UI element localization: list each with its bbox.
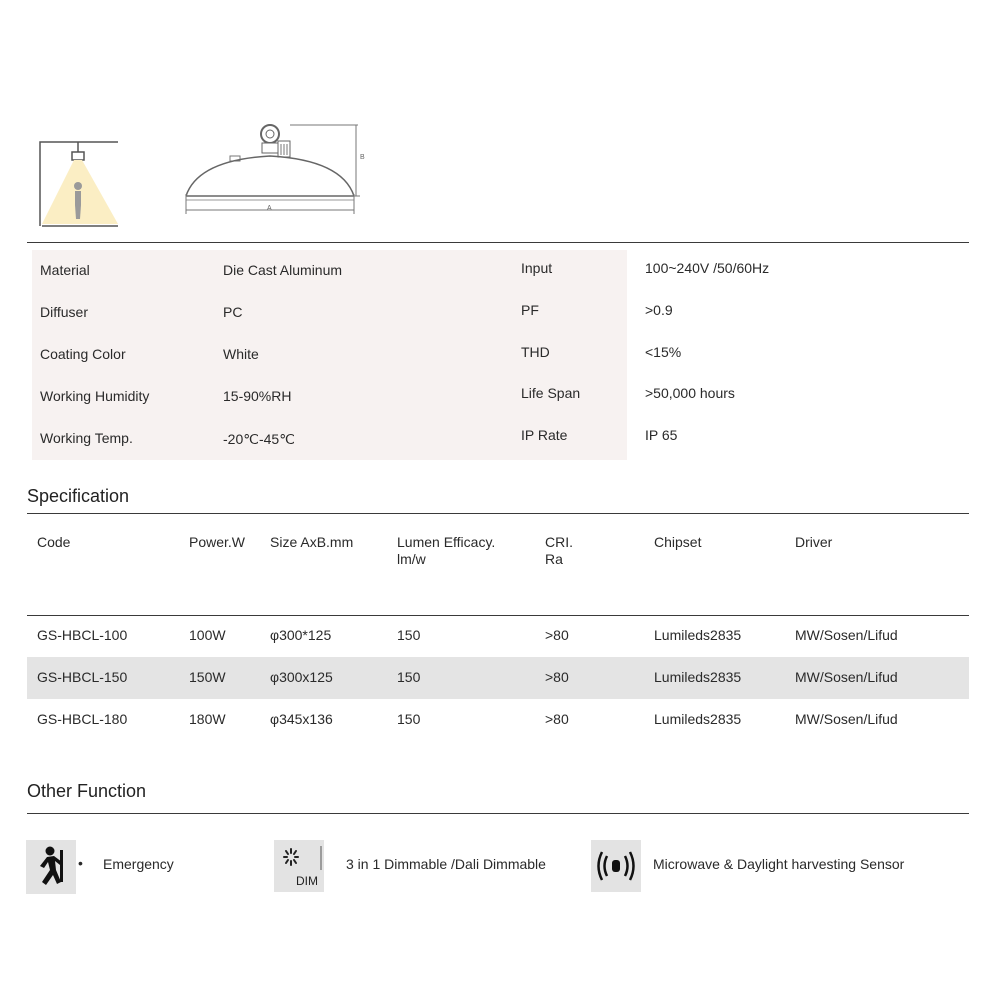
cell-code: GS-HBCL-180 xyxy=(37,711,128,727)
cell-chipset: Lumileds2835 xyxy=(654,627,742,643)
header-size: Size AxB.mm xyxy=(270,534,354,550)
dimmer-icon xyxy=(274,840,324,892)
property-label: PF xyxy=(521,302,539,318)
emergency-exit-icon xyxy=(26,840,76,894)
header-code: Code xyxy=(37,534,71,550)
specification-title: Specification xyxy=(27,486,130,506)
lamp-dimension-drawing xyxy=(178,118,368,222)
emergency-bullet: • xyxy=(78,855,83,871)
cell-driver: MW/Sosen/Lifud xyxy=(795,669,898,685)
cell-cri: >80 xyxy=(545,669,569,685)
property-label: Working Temp. xyxy=(40,430,133,446)
property-value: >50,000 hours xyxy=(645,385,735,401)
cell-driver: MW/Sosen/Lifud xyxy=(795,627,898,643)
property-label: Material xyxy=(40,262,90,278)
dimmer-icon-text: DIM xyxy=(296,874,318,888)
header-driver: Driver xyxy=(795,534,833,550)
dimension-a-label: A xyxy=(267,205,272,212)
emergency-label: Emergency xyxy=(103,856,174,872)
property-label: Life Span xyxy=(521,385,581,401)
header-lumen-unit: lm/w xyxy=(397,551,426,567)
property-label: Working Humidity xyxy=(40,388,150,404)
cell-driver: MW/Sosen/Lifud xyxy=(795,711,898,727)
cell-size: φ300*125 xyxy=(270,627,332,643)
cell-lumen: 150 xyxy=(397,627,421,643)
cell-lumen: 150 xyxy=(397,711,421,727)
cell-size: φ300x125 xyxy=(270,669,333,685)
header-cri-unit: Ra xyxy=(545,551,563,567)
cell-chipset: Lumileds2835 xyxy=(654,711,742,727)
property-value: <15% xyxy=(645,344,682,360)
divider-top xyxy=(27,242,969,243)
cell-cri: >80 xyxy=(545,627,569,643)
cell-chipset: Lumileds2835 xyxy=(654,669,742,685)
header-power: Power.W xyxy=(189,534,246,550)
property-value: IP 65 xyxy=(645,427,678,443)
property-label: Input xyxy=(521,260,553,276)
divider-other-function xyxy=(27,813,969,814)
cell-power: 100W xyxy=(189,627,226,643)
property-value: White xyxy=(223,346,259,362)
property-value: 100~240V /50/60Hz xyxy=(645,260,770,276)
cell-cri: >80 xyxy=(545,711,569,727)
cell-power: 180W xyxy=(189,711,226,727)
light-beam-illustration xyxy=(38,140,122,230)
cell-power: 150W xyxy=(189,669,226,685)
property-value: Die Cast Aluminum xyxy=(223,262,343,278)
property-value: 15-90%RH xyxy=(223,388,292,404)
property-label: IP Rate xyxy=(521,427,568,443)
property-label: Coating Color xyxy=(40,346,126,362)
header-chipset: Chipset xyxy=(654,534,702,550)
cell-code: GS-HBCL-100 xyxy=(37,627,128,643)
microwave-sensor-icon xyxy=(591,840,641,892)
property-label: Diffuser xyxy=(40,304,88,320)
header-lumen: Lumen Efficacy. xyxy=(397,534,496,550)
property-value: -20℃-45℃ xyxy=(223,431,295,447)
property-label: THD xyxy=(521,344,550,360)
other-function-title: Other Function xyxy=(27,781,147,801)
cell-code: GS-HBCL-150 xyxy=(37,669,128,685)
cell-lumen: 150 xyxy=(397,669,421,685)
cell-size: φ345x136 xyxy=(270,711,333,727)
dimension-b-label: B xyxy=(360,154,365,161)
header-cri: CRI. xyxy=(545,534,573,550)
divider-specification xyxy=(27,513,969,514)
sensor-label: Microwave & Daylight harvesting Sensor xyxy=(653,856,905,872)
dimming-label: 3 in 1 Dimmable /Dali Dimmable xyxy=(346,856,546,872)
property-value: PC xyxy=(223,304,243,320)
property-value: >0.9 xyxy=(645,302,673,318)
divider-table-header xyxy=(27,615,969,616)
